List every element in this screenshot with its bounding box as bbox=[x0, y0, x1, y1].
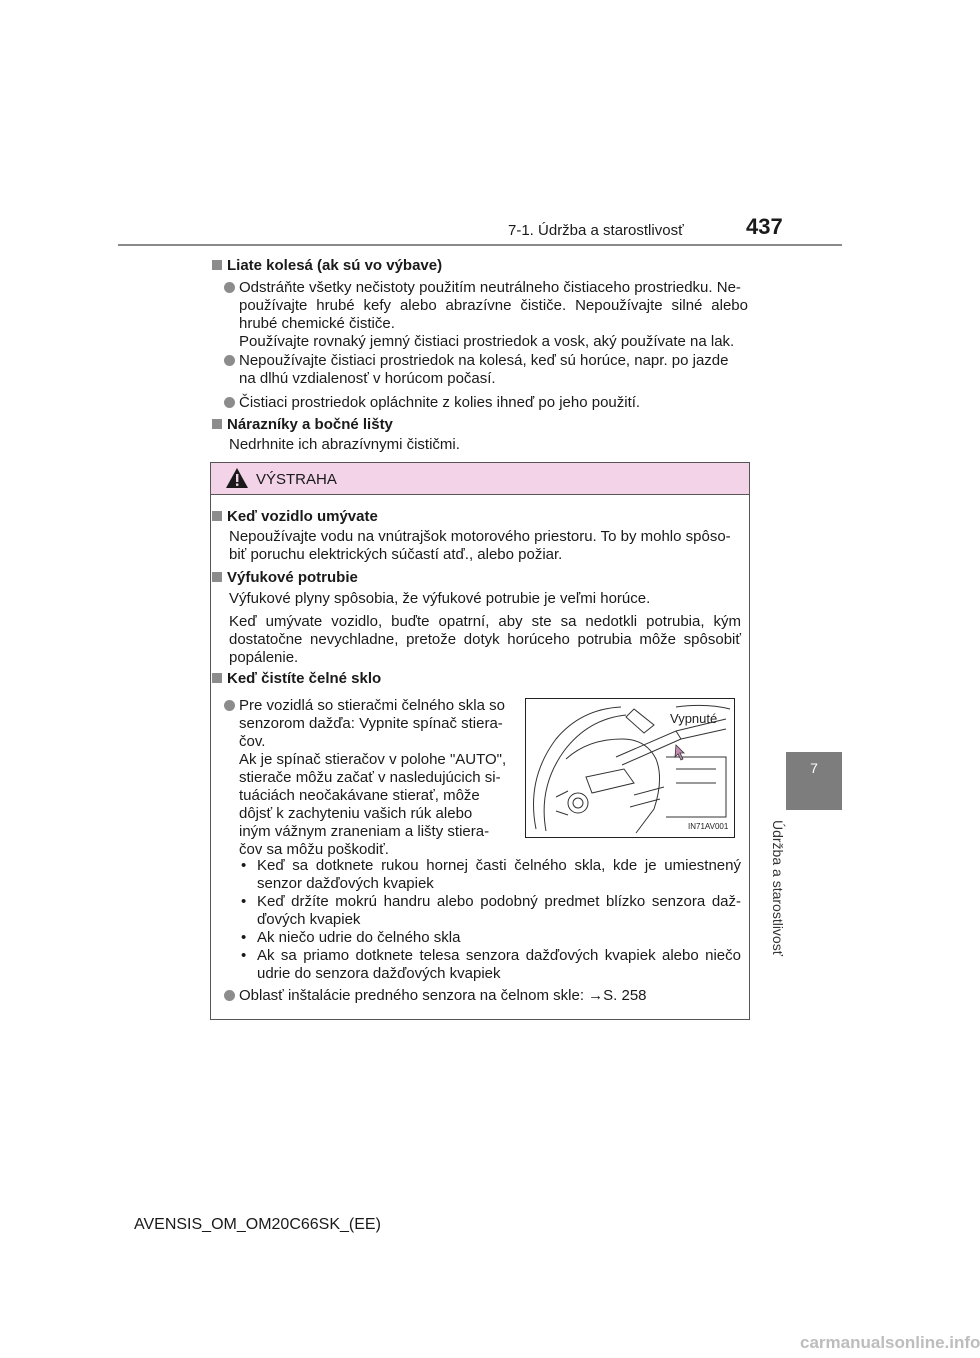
page-reference-link[interactable]: S. 258 bbox=[603, 987, 647, 1004]
wiper-switch-figure bbox=[525, 698, 735, 838]
small-bullet-icon: • bbox=[241, 947, 247, 964]
square-bullet-icon bbox=[212, 260, 222, 270]
square-bullet-icon bbox=[212, 419, 222, 429]
small-bullet-icon: • bbox=[241, 857, 247, 874]
warning-s2-heading: Výfukové potrubie bbox=[212, 569, 358, 587]
list-item: • Keď držíte mokrú handru alebo podobný predmet blízko senzora daž- ďových kvapiek bbox=[241, 893, 741, 928]
bumpers-text: Nedrhnite ich abrazívnymi čističmi. bbox=[229, 436, 460, 453]
round-bullet-icon bbox=[224, 355, 235, 366]
warning-s1-heading: Keď vozidlo umývate bbox=[212, 508, 378, 526]
figure-code: IN71AV001 bbox=[688, 822, 729, 831]
round-bullet-icon bbox=[224, 990, 235, 1001]
wheels-bullet-3: Čistiaci prostriedok opláchnite z kolies ihneď po jeho použití. bbox=[224, 394, 640, 412]
chapter-number: 7 bbox=[810, 760, 818, 776]
watermark: carmanualsonline.info bbox=[800, 1333, 980, 1352]
round-bullet-icon bbox=[224, 700, 235, 711]
round-bullet-icon bbox=[224, 282, 235, 293]
page-number: 437 bbox=[746, 214, 783, 239]
arrow-icon: → bbox=[588, 987, 604, 1004]
list-item: • Ak niečo udrie do čelného skla bbox=[241, 929, 461, 946]
warning-triangle-icon bbox=[225, 467, 249, 489]
wheels-bullet-1: Odstráňte všetky nečistoty použitím neutrálneho čistiaceho prostriedku. Ne- používajte hrubé kefy alebo abrazívne čističe. Nepoužívajte silné alebo hrubé chemické čističe. Používajte rovnaký jemný čistiaci prostriedok a vosk, aký používate na lak. bbox=[224, 279, 748, 351]
warning-s3-bullet: Pre vozidlá so stieračmi čelného skla so senzorom dažďa: Vypnite spínač stiera- čov. Ak je spínač stieračov v polohe "AUTO", stierače môžu začať v nasledujúcich si- tuáciách neočakávane stierať, môže dôjsť k zachyteniu vašich rúk alebo iným vážnym zraneniam a lišty stiera- čov sa môžu poškodiť. bbox=[224, 697, 520, 859]
square-bullet-icon bbox=[212, 673, 222, 683]
wheels-bullet-2: Nepoužívajte čistiaci prostriedok na kolesá, keď sú horúce, napr. po jazde na dlhú vzdialenosť v horúcom počasí. bbox=[224, 352, 748, 388]
round-bullet-icon bbox=[224, 397, 235, 408]
warning-s3-heading: Keď čistíte čelné sklo bbox=[212, 670, 381, 688]
warning-title: VÝSTRAHA bbox=[256, 471, 337, 488]
bumpers-heading: Nárazníky a bočné lišty bbox=[212, 416, 393, 434]
list-item: • Keď sa dotknete rukou hornej časti čelného skla, kde je umiestnený senzor dažďových kvapiek bbox=[241, 857, 741, 892]
header-rule bbox=[118, 244, 842, 246]
warning-s2-p2: Keď umývate vozidlo, buďte opatrní, aby ste sa nedotkli potrubia, kým dostatočne nevychladne, pretože dotyk horúceho potrubia môže spôsobiť popálenie. bbox=[229, 613, 741, 666]
section-title: 7-1. Údržba a starostlivosť bbox=[508, 222, 684, 239]
wheels-heading: Liate kolesá (ak sú vo výbave) bbox=[212, 257, 442, 275]
list-item: • Ak sa priamo dotknete telesa senzora dažďových kvapiek alebo niečo udrie do senzora dažďových kvapiek bbox=[241, 947, 741, 982]
square-bullet-icon bbox=[212, 572, 222, 582]
figure-off-label: Vypnuté bbox=[670, 711, 718, 726]
small-bullet-icon: • bbox=[241, 893, 247, 910]
document-footer: AVENSIS_OM_OM20C66SK_(EE) bbox=[134, 1216, 381, 1233]
sub-list bbox=[241, 857, 741, 983]
small-bullet-icon: • bbox=[241, 929, 247, 946]
chapter-side-title-text: Údržba a starostlivosť bbox=[770, 820, 786, 956]
warning-s2-p1: Výfukové plyny spôsobia, že výfukové potrubie je veľmi horúce. bbox=[229, 590, 651, 607]
switch-arrow-icon bbox=[675, 745, 684, 760]
chapter-side-title bbox=[770, 820, 812, 970]
steering-wheel-illustration bbox=[526, 699, 734, 837]
square-bullet-icon bbox=[212, 511, 222, 521]
warning-s1-text: Nepoužívajte vodu na vnútrajšok motorového priestoru. To by mohlo spôso- biť poruchu elektrických súčastí atď., alebo požiar. bbox=[229, 528, 731, 563]
warning-s3-last: Oblasť inštalácie predného senzora na čelnom skle: →S. 258 bbox=[224, 987, 647, 1005]
